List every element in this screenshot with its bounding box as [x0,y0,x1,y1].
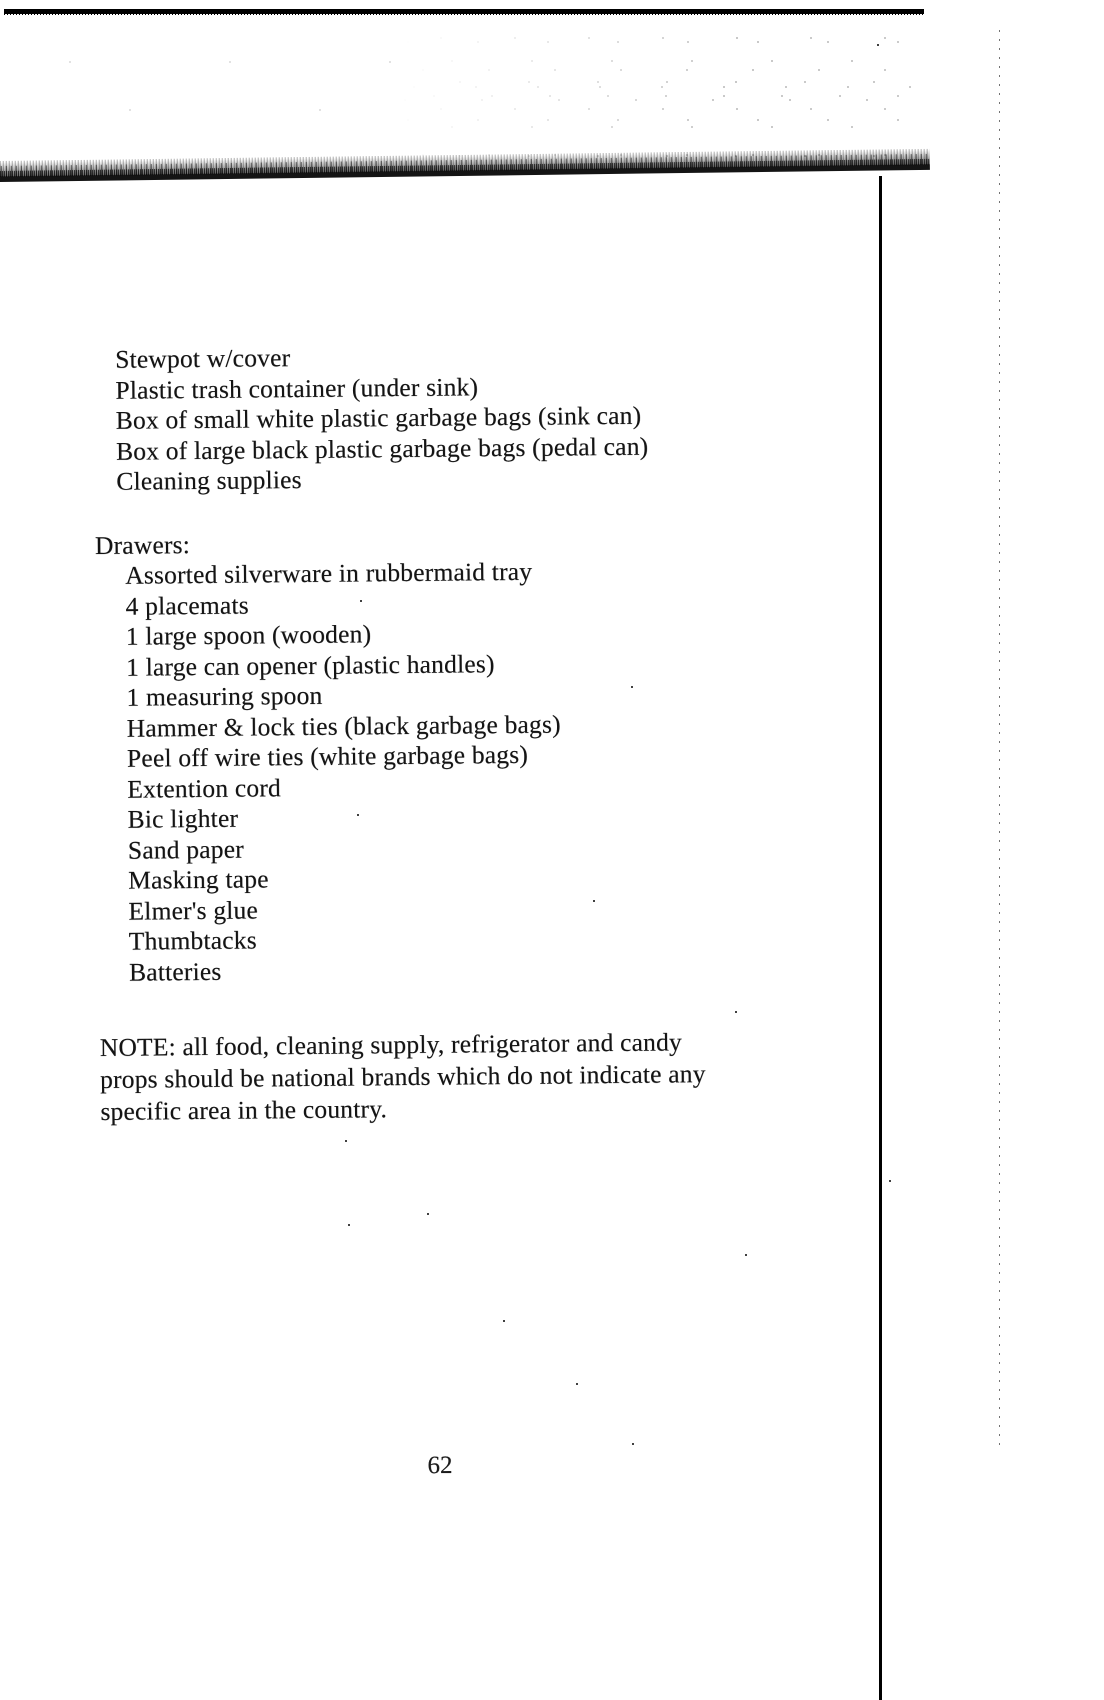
list-item: Assorted silverware in rubbermaid tray [125,556,533,590]
list-item: Batteries [128,956,222,987]
list-item: Thumbtacks [128,925,257,956]
list-item: Sand paper [127,834,244,865]
list-item: 1 measuring spoon [126,680,323,712]
prop-list-drawers [95,523,839,988]
list-item: Elmer's glue [128,894,259,926]
scan-dust-speck [889,1180,891,1182]
list-item: Stewpot w/cover [114,343,291,374]
page-number: 62 [427,1451,453,1480]
list-item: Hammer & lock ties (black garbage bags) [126,709,561,743]
list-item: Box of large black plastic garbage bags (pedal can) [115,431,649,466]
note-paragraph [100,1025,806,1128]
list-item: Box of small white plastic garbage bags (sink can) [115,400,642,435]
outer-dotted-guide-artifact [999,30,1000,1450]
list-item: Extention cord [127,772,282,804]
list-item: 1 large can opener (plastic handles) [125,648,495,682]
section-spacer [99,981,839,1032]
note-line: NOTE: all food, cleaning supply, refrigerator and candy [99,1027,683,1062]
note-line: specific area in the country. [100,1094,388,1126]
list-item: 1 large spoon (wooden) [125,619,372,651]
list-item: Bic lighter [127,803,239,834]
note-line: props should be national brands which do not indicate any [99,1059,706,1094]
section-heading-drawers: Drawers: [94,529,191,560]
list-item: Masking tape [127,864,269,895]
list-item: 4 placemats [125,590,249,621]
list-item: Cleaning supplies [116,465,302,496]
list-item: Plastic trash container (under sink) [115,371,479,405]
typed-prop-list [93,338,840,1128]
prop-list-kitchen [93,338,834,498]
list-item: Peel off wire ties (white garbage bags) [126,739,529,773]
